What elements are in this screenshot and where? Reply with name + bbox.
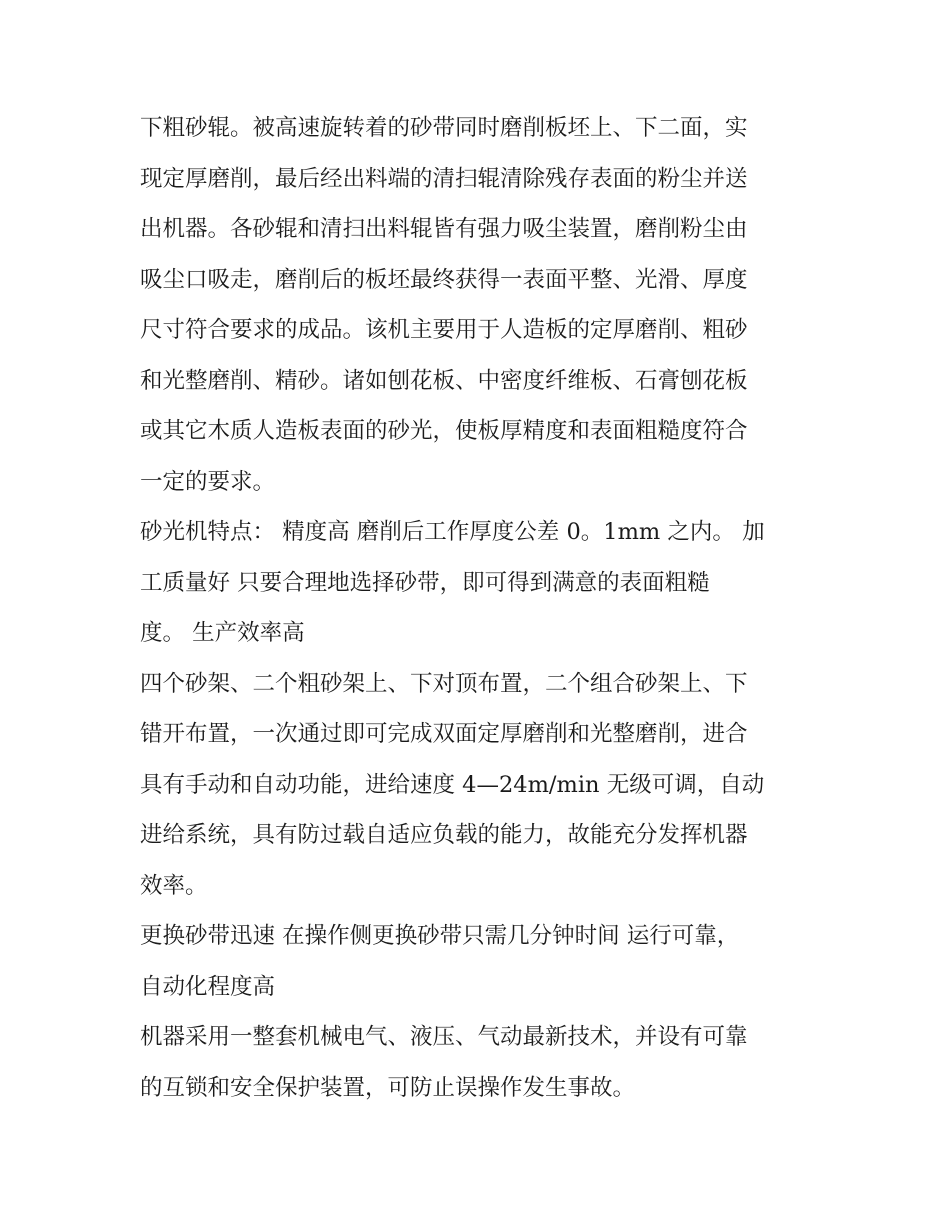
- text-line: 的互锁和安全保护装置，可防止误操作发生事故。: [140, 1074, 636, 1101]
- text-line: 工质量好 只要合理地选择砂带，即可得到满意的表面粗糙: [140, 569, 710, 596]
- text-line: 效率。: [140, 872, 208, 899]
- text-line: 吸尘口吸走，磨削后的板坯最终获得一表面平整、光滑、厚度: [140, 266, 748, 293]
- text-line: 机器采用一整套机械电气、液压、气动最新技术，并设有可靠: [140, 1024, 748, 1050]
- text-line: 错开布置，一次通过即可完成双面定厚磨削和光整磨削，进合: [140, 721, 748, 747]
- text-line: 或其它木质人造板表面的砂光，使板厚精度和表面粗糙度符合: [140, 418, 748, 444]
- text-line: 具有手动和自动功能，进给速度 4—24m/min 无级可调，自动: [140, 771, 765, 798]
- text-line: 尺寸符合要求的成品。该机主要用于人造板的定厚磨削、粗砂: [140, 317, 748, 343]
- text-line: 下粗砂辊。被高速旋转着的砂带同时磨削板坯上、下二面，实: [140, 115, 748, 141]
- paragraph-features: [140, 507, 812, 659]
- text-line: 四个砂架、二个粗砂架上、下对顶布置，二个组合砂架上、下: [140, 670, 748, 697]
- document-body: [140, 103, 812, 1113]
- paragraph-belt-change: [140, 911, 812, 1012]
- text-line: 和光整磨削、精砂。诸如刨花板、中密度纤维板、石膏刨花板: [140, 367, 748, 394]
- paragraph-automation: [140, 1012, 812, 1113]
- text-line: 自动化程度高: [140, 973, 276, 1000]
- paragraph-intro: [140, 103, 812, 507]
- text-line: 度。 生产效率高: [140, 620, 305, 646]
- text-line: 砂光机特点： 精度高 磨削后工作厚度公差 0。1mm 之内。 加: [140, 519, 765, 545]
- text-line: 出机器。各砂辊和清扫出料辊皆有强力吸尘装置，磨削粉尘由: [140, 216, 748, 242]
- text-line: 进给系统，具有防过载自适应负载的能力，故能充分发挥机器: [140, 822, 748, 848]
- paragraph-sanding-frames: [140, 659, 812, 912]
- text-line: 更换砂带迅速 在操作侧更换砂带只需几分钟时间 运行可靠，: [140, 923, 740, 949]
- text-line: 一定的要求。: [140, 468, 276, 495]
- text-line: 现定厚磨削，最后经出料端的清扫辊清除残存表面的粉尘并送: [140, 165, 748, 192]
